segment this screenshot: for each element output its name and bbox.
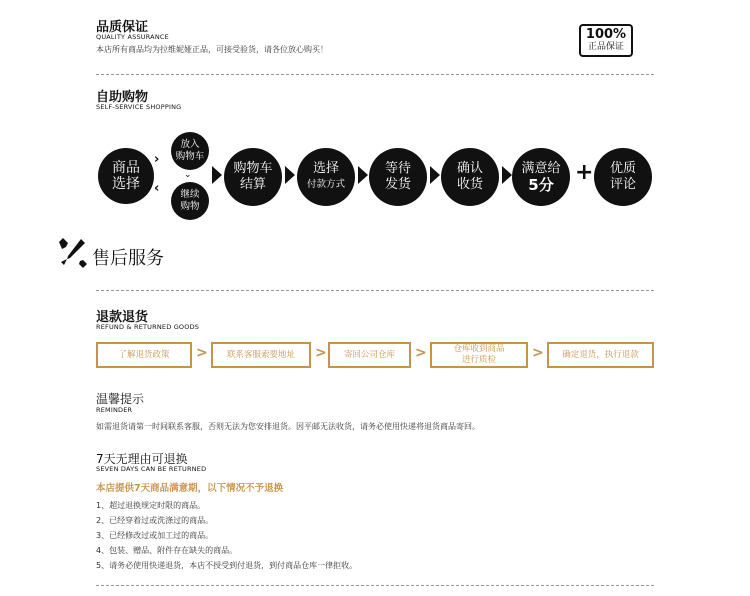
- seven-days-notice: 本店提供7天商品满意期，以下情况不予退换: [96, 483, 284, 494]
- step-continue-shopping: 继续 购物: [171, 182, 209, 220]
- step-separator: >: [415, 345, 427, 361]
- step-separator: >: [196, 345, 208, 361]
- list-item: 2、已经穿着过或洗涤过的商品。: [96, 516, 214, 525]
- divider: [96, 585, 654, 586]
- authentic-badge: [579, 24, 633, 57]
- step-add-to-cart: 放入 购物车: [171, 132, 209, 170]
- cycle-arrow-right-icon: ›: [154, 152, 160, 167]
- step-payment-method: 选择 付款方式: [297, 148, 355, 206]
- step-wait-shipment: 等待 发货: [369, 148, 427, 206]
- reminder-title: 温馨提示: [96, 392, 145, 406]
- step-rate-five-stars: 满意给 5分: [512, 148, 570, 206]
- step-confirm-receipt: 确认 收货: [441, 148, 499, 206]
- arrow-right-icon: [502, 166, 512, 184]
- badge-main: 100%: [585, 27, 627, 42]
- quality-title: 品质保证: [96, 20, 149, 35]
- list-item: 3、已经修改过或加工过的商品。: [96, 531, 214, 540]
- divider: [96, 74, 654, 75]
- step-cart-checkout: 购物车 结算: [224, 148, 282, 206]
- arrow-right-icon: [358, 166, 368, 184]
- aftersales-title: 售后服务: [92, 248, 164, 269]
- refund-step-ship-back: 寄回公司仓库: [328, 342, 411, 368]
- refund-step-contact: 联系客服索要地址: [211, 342, 311, 368]
- refund-step-execute: 确定退货，执行退款: [547, 342, 654, 368]
- list-item: 5、请务必使用快递退货，本店不授受到付退货，到付商品仓库一律拒收。: [96, 561, 358, 570]
- chevron-down-icon: ⌄: [184, 170, 192, 180]
- step-quality-review: 优质 评论: [594, 148, 652, 206]
- step-separator: >: [532, 345, 544, 361]
- seven-days-subtitle: SEVEN DAYS CAN BE RETURNED: [96, 465, 207, 473]
- reminder-text: 如需退货请第一时间联系客服，否则无法为您安排退货。因平邮无法收货，请务必使用快递将退货商品寄回。: [96, 422, 480, 431]
- reminder-subtitle: REMINDER: [96, 406, 133, 414]
- arrow-right-icon: [430, 166, 440, 184]
- list-item: 4、包装、赠品、附件存在缺失的商品。: [96, 546, 238, 555]
- badge-sub: 正品保证: [587, 42, 624, 52]
- step-select-product: 商品 选择: [98, 148, 154, 204]
- refund-step-inspect: 仓库收到商品 进行质检: [430, 342, 528, 368]
- refund-step-policy: 了解退货政策: [96, 342, 192, 368]
- arrow-right-icon: [212, 166, 222, 184]
- list-item: 1、超过退换规定时限的商品。: [96, 501, 206, 510]
- wrench-screwdriver-icon: [54, 236, 88, 270]
- seven-days-title: 7天无理由可退换: [96, 452, 188, 466]
- refund-subtitle: REFUND & RETURNED GOODS: [96, 323, 200, 331]
- cycle-arrow-left-icon: ‹: [154, 181, 160, 196]
- selfservice-subtitle: SELF-SERVICE SHOPPING: [96, 103, 182, 111]
- refund-title: 退款退货: [96, 310, 149, 325]
- quality-description: 本店所有商品均为拉维妮娅正品，可接受验货，请各位放心购买！: [96, 45, 328, 54]
- divider: [96, 290, 654, 291]
- selfservice-title: 自助购物: [96, 90, 149, 105]
- plus-icon: +: [575, 160, 594, 185]
- step-separator: >: [315, 345, 327, 361]
- quality-subtitle: QUALITY ASSURANCE: [96, 33, 169, 41]
- arrow-right-icon: [285, 166, 295, 184]
